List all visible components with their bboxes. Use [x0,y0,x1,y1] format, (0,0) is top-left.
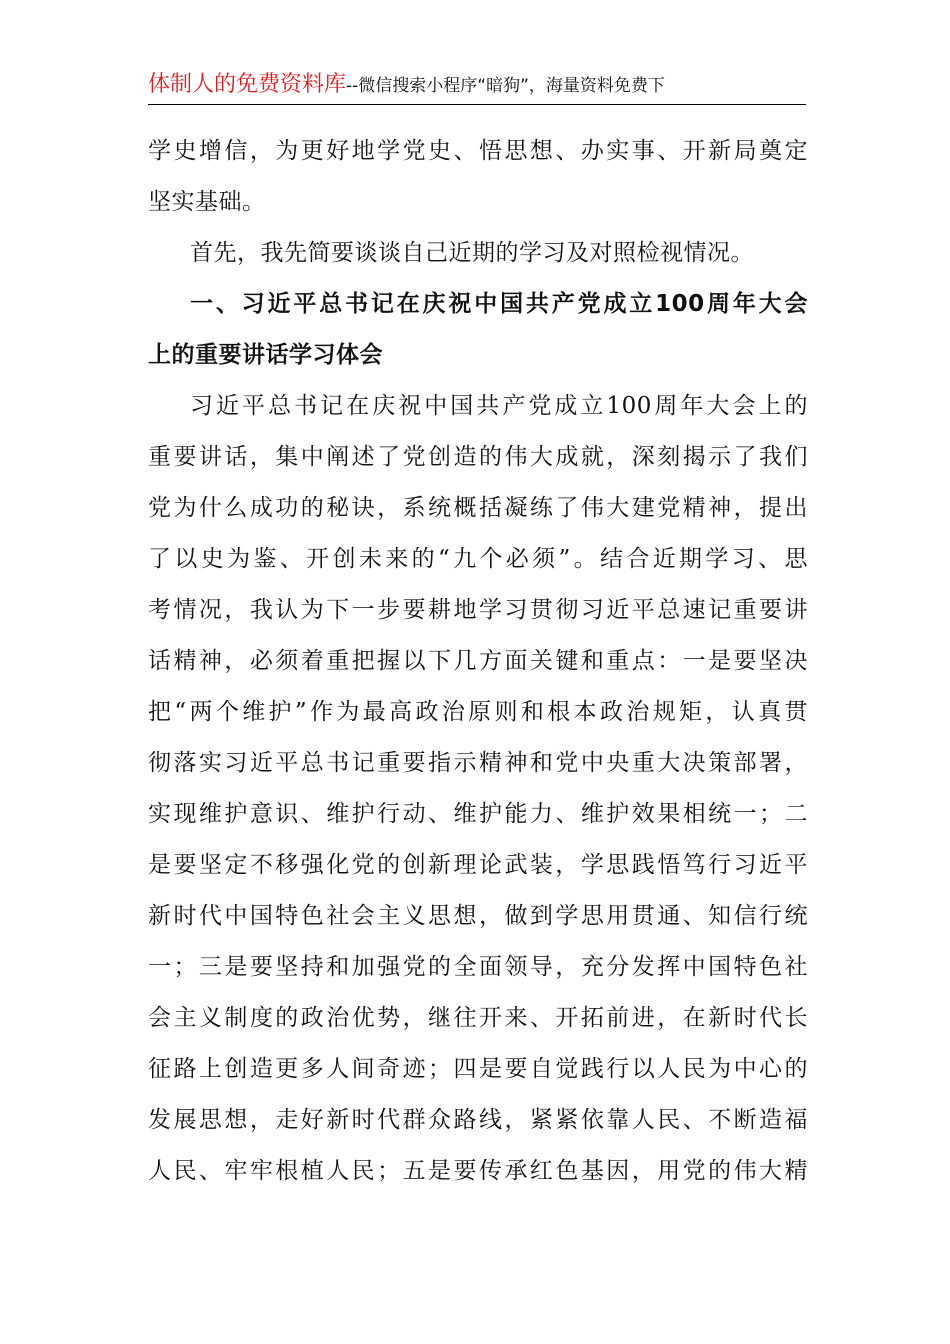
paragraph-line: 坚实基础。 [148,189,266,215]
paragraph-line: 新时代中国特色社会主义思想，做到学思用贯通、知信行统 [148,903,808,929]
paragraph-line: 是要坚定不移强化党的创新理论武装，学思践悟笃行习近平 [148,852,808,878]
section-heading-line: 上的重要讲话学习体会 [148,342,383,368]
paragraph-line: 重要讲话，集中阐述了党创造的伟大成就，深刻揭示了我们 [148,444,808,470]
paragraph-line: 了以史为鉴、开创未来的“九个必须”。结合近期学习、思 [148,546,808,572]
paragraph-line: 考情况，我认为下一步要耕地学习贯彻习近平总速记重要讲 [148,597,808,623]
paragraph-line: 把“两个维护”作为最高政治原则和根本政治规矩，认真贯 [148,699,808,725]
paragraph-line: 学史增信，为更好地学党史、悟思想、办实事、开新局奠定 [148,138,808,164]
paragraph-line: 实现维护意识、维护行动、维护能力、维护效果相统一；二 [148,801,808,827]
header-tagline: --微信搜索小程序“暗狗”，海量资料免费下 [346,76,665,96]
document-body [148,126,808,1197]
paragraph-line: 征路上创造更多人间奇迹；四是要自觉践行以人民为中心的 [148,1056,808,1082]
paragraph-line: 人民、牢牢根植人民；五是要传承红色基因，用党的伟大精 [148,1158,808,1184]
paragraph-line: 会主义制度的政治优势，继往开来、开拓前进，在新时代长 [148,1005,808,1031]
paragraph-line: 首先，我先简要谈谈自己近期的学习及对照检视情况。 [190,240,754,266]
paragraph-line: 习近平总书记在庆祝中国共产党成立100周年大会上的 [190,393,808,419]
paragraph-line: 发展思想，走好新时代群众路线，紧紧依靠人民、不断造福 [148,1107,808,1133]
header-brand: 体制人的免费资料库 [148,72,347,97]
page-header [148,70,806,105]
paragraph-line: 话精神，必须着重把握以下几方面关键和重点：一是要坚决 [148,648,808,674]
paragraph-line: 彻落实习近平总书记重要指示精神和党中央重大决策部署， [148,750,808,776]
paragraph-line: 一；三是要坚持和加强党的全面领导，充分发挥中国特色社 [148,954,808,980]
paragraph-line: 党为什么成功的秘诀，系统概括凝练了伟大建党精神，提出 [148,495,808,521]
section-heading-line: 一、习近平总书记在庆祝中国共产党成立100周年大会 [190,291,808,317]
